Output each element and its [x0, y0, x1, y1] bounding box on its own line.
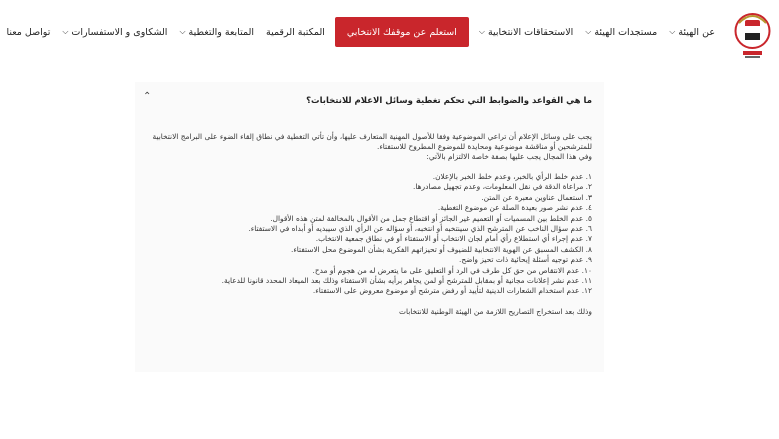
rule-item: ٨. الكشف المسبق عن الهوية الانتخابية للضيوف أو تحيزاتهم الفكرية بشأن الموضوع محل الاستفتاء.: [290, 244, 592, 254]
nav-item-contact[interactable]: [0, 18, 56, 46]
faq-accordion-item: [135, 82, 604, 372]
rule-item: ٣. استعمال عناوين معبرة عن المتن.: [481, 192, 592, 202]
nav-item-label: تواصل معنا: [6, 26, 51, 38]
rule-item: ٢. مراعاة الدقة في نقل المعلومات، وعدم تجهيل مصادرها.: [413, 182, 592, 192]
accordion-body: [135, 132, 604, 317]
nav-item-label: الشكاوى و الاستفسارات: [71, 26, 168, 38]
chevron-down-icon: ⌵: [585, 27, 592, 36]
chevron-down-icon: ⌵: [62, 27, 69, 36]
rules-list: [147, 172, 592, 297]
top-navbar: [0, 0, 779, 76]
rule-item: ١٢. عدم استخدام الشعارات الدينية لتأييد أو رفض مترشح أو موضوع معروض على الاستفتاء.: [312, 286, 592, 296]
rule-item: ٩. عدم توجيه أسئلة إيحائية ذات تحيز واضح.: [458, 255, 592, 265]
rule-item: ٦. عدم سؤال الناخب عن المترشح الذي سينتخبه أو انتخبه، أو سؤاله عن الرأي الذي سيبديه أو أبداه في الاستفتاء.: [248, 224, 592, 234]
nav-item-complaints[interactable]: [56, 18, 173, 46]
chevron-down-icon: ⌵: [669, 27, 676, 36]
rule-item: ٥. عدم الخلط بين المسميات أو التعميم غير الجائز أو اقتطاع جمل من الأقوال بالمخالفة لمتن هذه الأقوال.: [270, 213, 592, 223]
egypt-eagle-logo[interactable]: [734, 7, 771, 61]
closing-note: وذلك بعد استخراج التصاريح اللازمة من الهيئة الوطنية للانتخابات: [399, 306, 592, 316]
nav-item-elections[interactable]: [473, 18, 579, 46]
nav-item-coverage[interactable]: [173, 18, 260, 46]
rule-item: ١١. عدم نشر إعلانات مجانية أو بمقابل للمترشح أو لمن يجاهر برأيه بشأن الاستفتاء وذلك بعد الميعاد المحدد قانونا للدعاية.: [221, 276, 592, 286]
main-menu: [0, 18, 721, 46]
accordion-header[interactable]: [135, 82, 604, 122]
rule-item: ٧. عدم إجراء أي استطلاع رأي أمام لجان الانتخاب أو الاستفتاء أو في نطاق جمعية الانتخاب.: [315, 234, 592, 244]
nav-item-digital-library[interactable]: [260, 18, 331, 46]
nav-item-label: الاستحقاقات الانتخابية: [487, 26, 574, 38]
rule-item: ١٠. عدم الانتقاص من حق كل طرف في الرد أو التعليق على ما يتعرض له من هجوم أو مدح.: [312, 265, 592, 275]
chevron-up-icon[interactable]: ⌃: [143, 91, 152, 102]
chevron-down-icon: ⌵: [179, 27, 186, 36]
nav-item-news[interactable]: [579, 18, 663, 46]
nav-item-label: استعلم عن موقفك الانتخابي: [346, 26, 457, 38]
nav-item-about[interactable]: [663, 18, 721, 46]
accordion-question: ما هي القواعد والضوابط التي تحكم تغطية وسائل الاعلام للانتخابات؟: [306, 96, 592, 106]
chevron-down-icon: ⌵: [478, 27, 485, 36]
intro-paragraph-2: وفي هذا المجال يجب عليها بصفة خاصة الالتزام بالآتي:: [426, 152, 592, 161]
nav-item-voter-status[interactable]: [335, 17, 469, 47]
nav-item-label: مستجدات الهيئة: [594, 26, 658, 38]
nav-item-label: المتابعة والتغطية: [188, 26, 254, 38]
rule-item: ١. عدم خلط الرأي بالخبر، وعدم خلط الخبر بالإعلان.: [432, 172, 592, 181]
intro-paragraph: يجب على وسائل الإعلام أن تراعي الموضوعية وفقا للأصول المهنية المتعارف عليها، وأن تأتي التغطية في نطاق إلقاء الضوء على البرامج الانتخابية للمترشحين أو مناقشة موضوعية ومحايدة للموضوع المطروح للاستفتاء.: [152, 132, 592, 151]
rule-item: ٤. عدم نشر صور بعيدة الصلة عن موضوع التغطية.: [437, 203, 592, 213]
nav-item-label: عن الهيئة: [678, 26, 715, 38]
nav-item-label: المكتبة الرقمية: [265, 26, 325, 38]
